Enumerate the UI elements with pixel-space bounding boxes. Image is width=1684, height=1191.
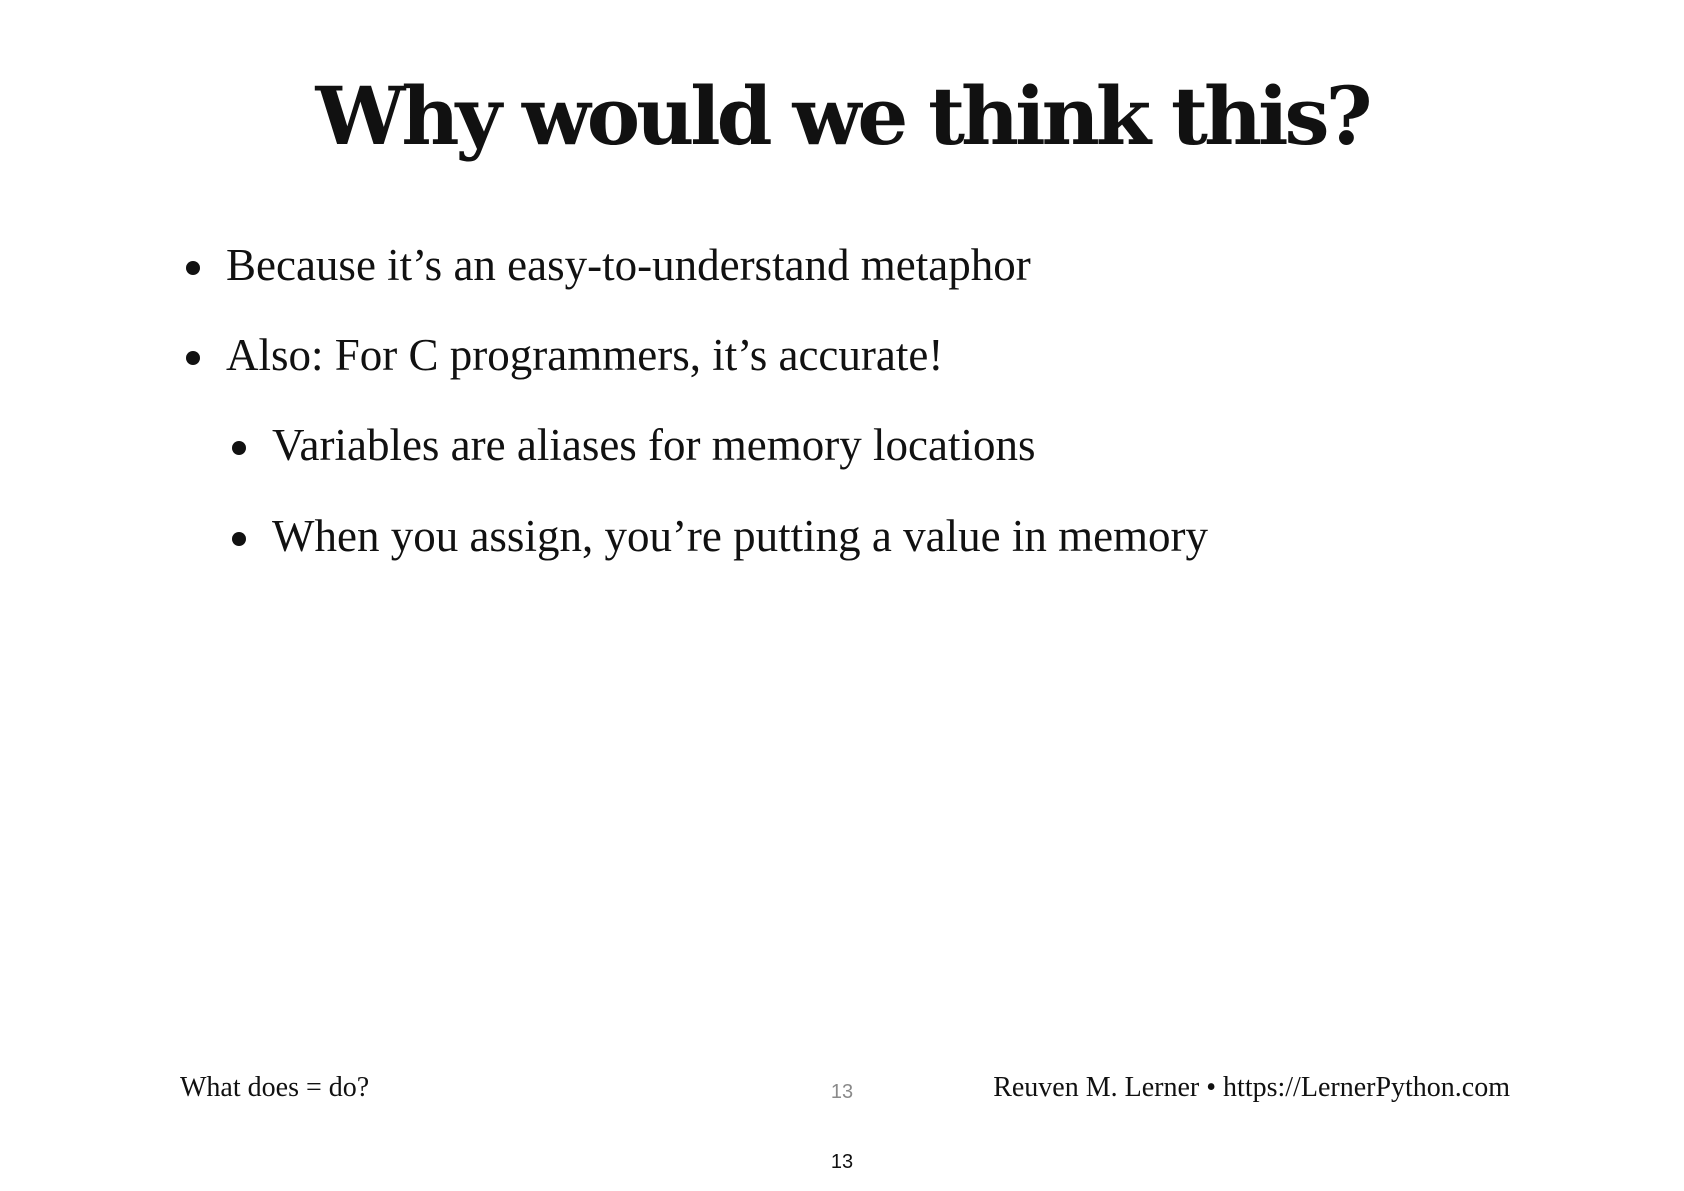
bullet-dot-icon (232, 441, 246, 455)
footer-topic: What does = do? (180, 1072, 370, 1103)
page-number: 13 (830, 1151, 854, 1173)
bullet-dot-icon (232, 532, 246, 546)
footer-slide-number: 13 (830, 1081, 854, 1103)
bullet-text: Variables are aliases for memory locations (272, 420, 1036, 470)
bullet-item (226, 330, 944, 380)
slide-title: Why would we think this? (315, 69, 1369, 163)
sub-bullet-item (272, 420, 1036, 470)
footer-author: Reuven M. Lerner • https://LernerPython.com (993, 1072, 1510, 1103)
bullet-item (226, 240, 1031, 290)
bullet-dot-icon (186, 351, 200, 365)
bullet-dot-icon (186, 261, 200, 275)
bullet-text: Because it’s an easy-to-understand metaphor (226, 240, 1031, 290)
bullet-text: When you assign, you’re putting a value in memory (272, 511, 1209, 561)
sub-bullet-item (272, 511, 1209, 561)
bullet-text: Also: For C programmers, it’s accurate! (226, 330, 944, 380)
